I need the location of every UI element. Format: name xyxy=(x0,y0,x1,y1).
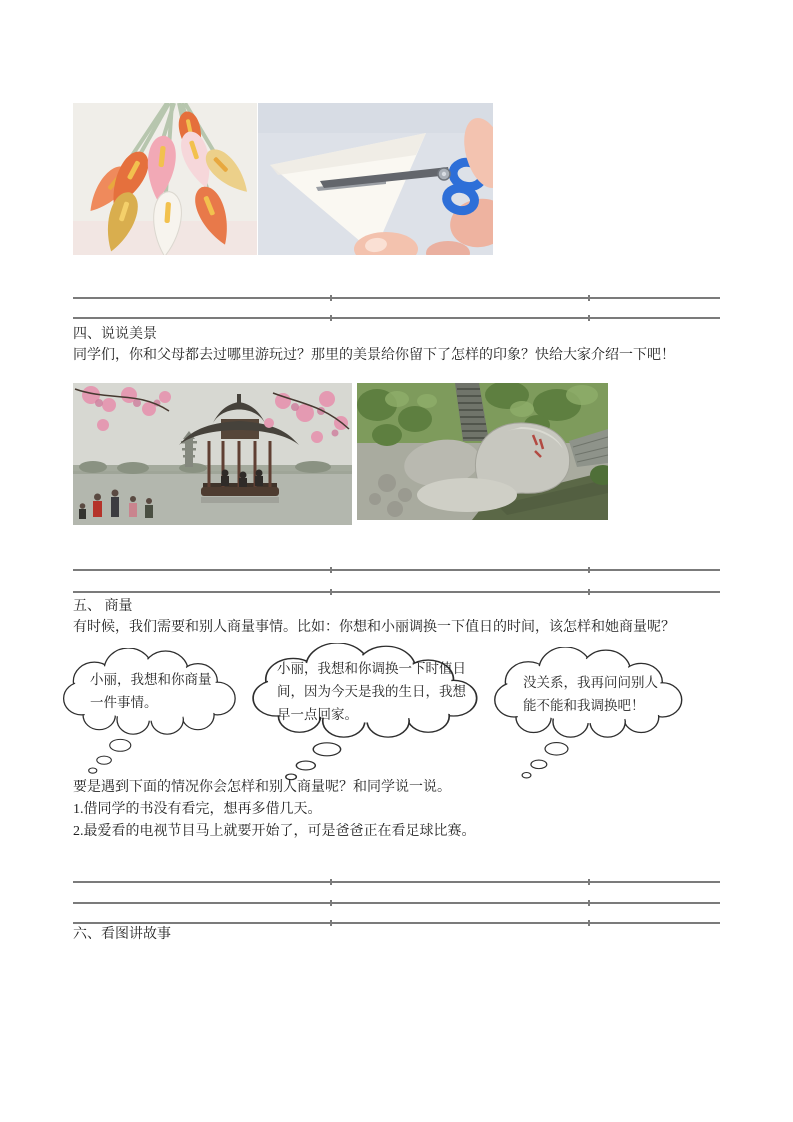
section-4-intro: 同学们，你和父母都去过哪里游玩过？那里的美景给你留下了怎样的印象？快给大家介绍一下吧！ xyxy=(73,348,675,363)
thought-bubble-3-text: 没关系，我再问问别人能不能和我调换吧！ xyxy=(523,675,658,713)
writing-line xyxy=(73,569,720,571)
section-5-followup: 要是遇到下面的情况你会怎样和别人商量呢？和同学说一说。 xyxy=(73,780,451,795)
section-5-item-1: 1.借同学的书没有看完，想再多借几天。 xyxy=(73,802,322,817)
writing-line xyxy=(73,902,720,904)
section-4-title: 四、说说美景 xyxy=(73,327,157,342)
writing-line xyxy=(73,297,720,299)
photo-rock-garden xyxy=(357,383,608,520)
writing-line xyxy=(73,922,720,924)
section-5-item-2: 2.最爱看的电视节目马上就要开始了，可是爸爸正在看足球比赛。 xyxy=(73,824,476,839)
thought-bubble-2 xyxy=(251,643,483,785)
writing-line xyxy=(73,881,720,883)
section-5-title: 五、 商量 xyxy=(73,599,133,614)
section-5-intro: 有时候，我们需要和别人商量事情。比如：你想和小丽调换一下值日的时间，该怎样和她商量呢？ xyxy=(73,620,675,635)
writing-line xyxy=(73,317,720,319)
photo-lake-pavilion xyxy=(73,383,352,525)
thought-bubble-1-text: 小丽，我想和你商量一件事情。 xyxy=(90,672,212,710)
thought-bubble-2-text: 小丽，我想和你调换一下时值日间，因为今天是我的生日，我想早一点回家。 xyxy=(277,661,466,722)
writing-line xyxy=(73,591,720,593)
thought-bubble-1 xyxy=(62,648,240,778)
photo-paper-flowers xyxy=(73,103,257,255)
photo-scissors-cutting xyxy=(258,103,493,255)
section-6-title: 六、看图讲故事 xyxy=(73,927,171,942)
thought-bubble-3 xyxy=(493,647,687,783)
